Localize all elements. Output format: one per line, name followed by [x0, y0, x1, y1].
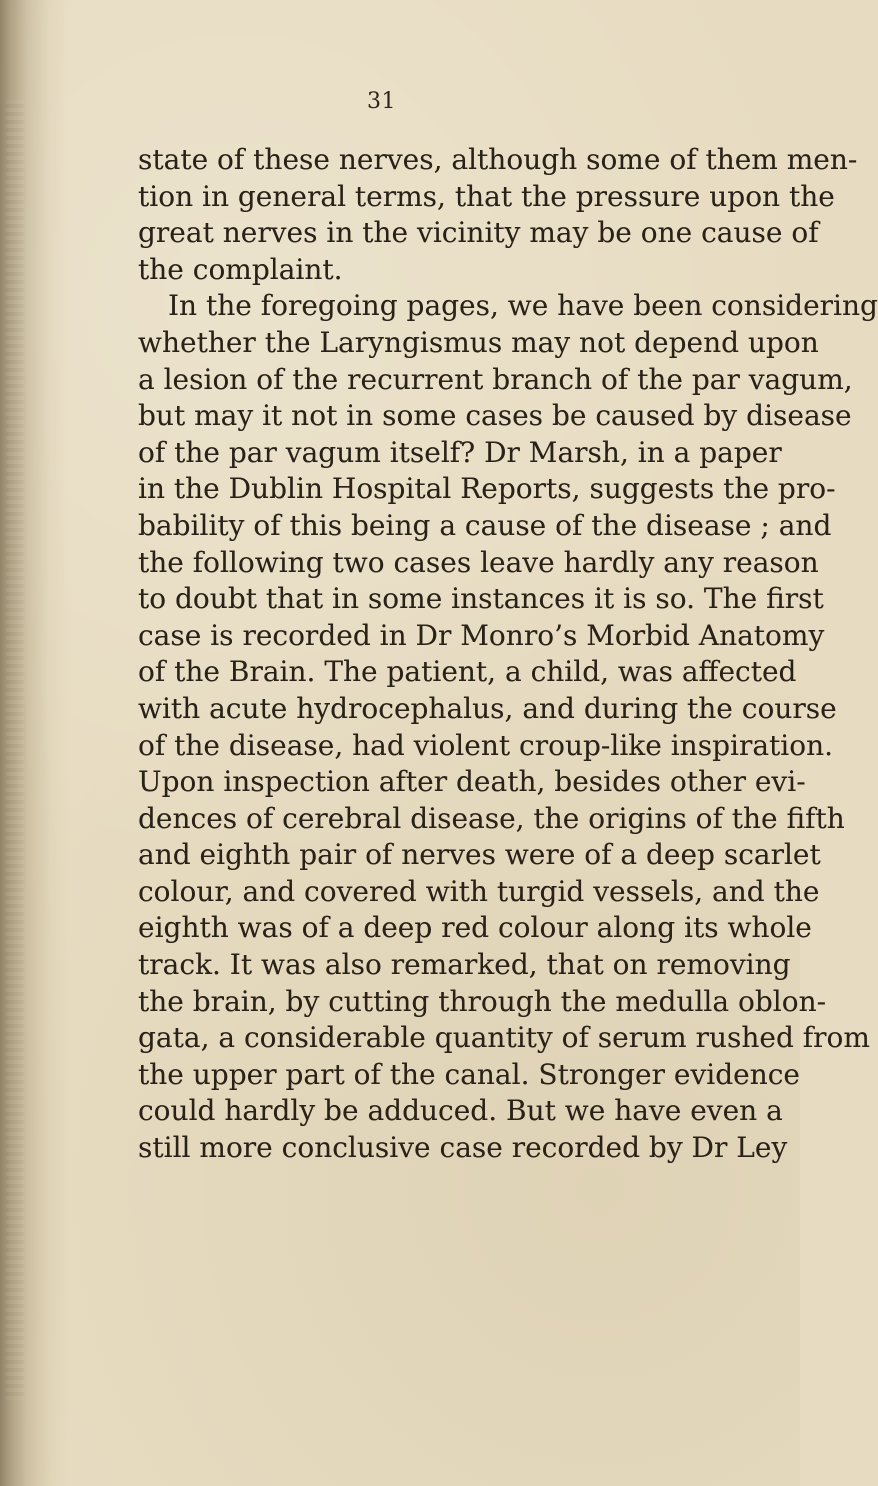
text-line: case is recorded in Dr Monro’s Morbid Anatomy: [138, 618, 825, 652]
binding-shadow: [0, 0, 70, 1486]
text-line: track. It was also remarked, that on removing: [138, 948, 791, 982]
text-line: could hardly be adduced. But we have even a: [138, 1094, 783, 1128]
text-line: the brain, by cutting through the medulla oblon-: [138, 984, 827, 1018]
paragraph-start-line: In the foregoing pages, we have been considering: [168, 289, 878, 323]
text-line: gata, a considerable quantity of serum rushed from: [138, 1021, 870, 1055]
text-line: the upper part of the canal. Stronger evidence: [138, 1057, 800, 1091]
text-line: the following two cases leave hardly any reason: [138, 545, 819, 579]
text-line: tion in general terms, that the pressure upon the: [138, 179, 835, 213]
text-line: eighth was of a deep red colour along its whole: [138, 911, 812, 945]
text-line: a lesion of the recurrent branch of the par vagum,: [138, 362, 853, 396]
text-line: but may it not in some cases be caused by disease: [138, 399, 852, 433]
text-line: with acute hydrocephalus, and during the course: [138, 691, 837, 725]
body-text: [138, 142, 878, 1167]
text-line: whether the Laryngismus may not depend upon: [138, 325, 819, 359]
text-line: the complaint.: [138, 252, 343, 286]
text-line: still more conclusive case recorded by Dr Ley: [138, 1131, 788, 1165]
text-line: and eighth pair of nerves were of a deep scarlet: [138, 838, 821, 872]
text-line: great nerves in the vicinity may be one cause of: [138, 216, 819, 250]
text-line: bability of this being a cause of the disease ; and: [138, 508, 832, 542]
text-line: of the disease, had violent croup-like inspiration.: [138, 728, 834, 762]
text-line: of the Brain. The patient, a child, was affected: [138, 655, 797, 689]
text-line: of the par vagum itself? Dr Marsh, in a paper: [138, 435, 782, 469]
page-number: 31: [367, 89, 396, 114]
text-line: to doubt that in some instances it is so. The first: [138, 582, 824, 616]
text-line: state of these nerves, although some of them men-: [138, 143, 858, 176]
text-line: colour, and covered with turgid vessels, and the: [138, 874, 820, 908]
text-line: in the Dublin Hospital Reports, suggests the pro-: [138, 472, 836, 506]
text-line: dences of cerebral disease, the origins of the fifth: [138, 801, 845, 835]
text-line: Upon inspection after death, besides other evi-: [138, 765, 806, 799]
